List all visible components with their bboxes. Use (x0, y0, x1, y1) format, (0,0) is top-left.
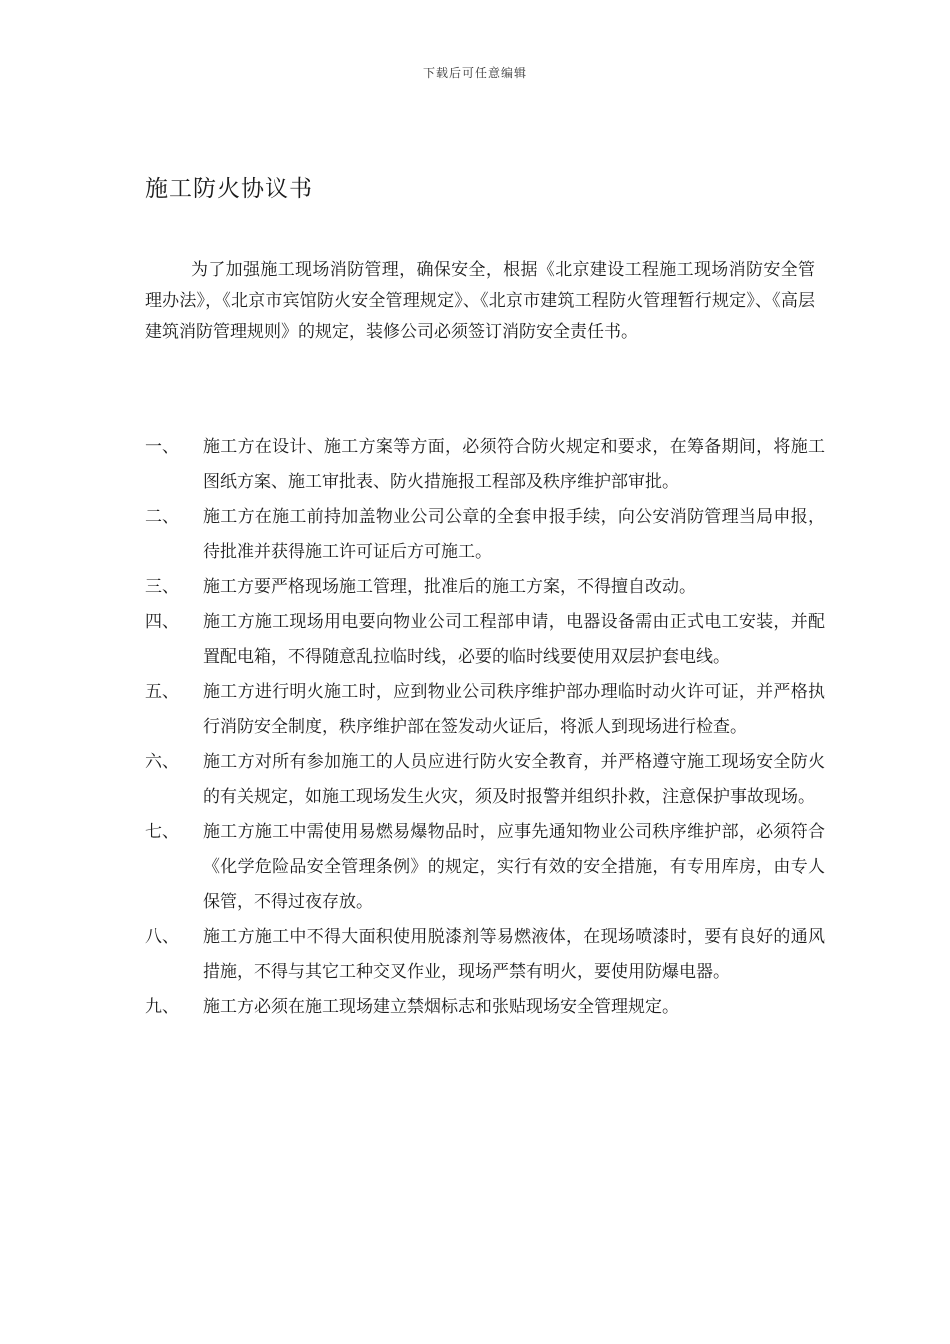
clause-number: 五、 (145, 682, 179, 702)
clause-list (145, 430, 825, 1025)
clause-text: 施工方在施工前持加盖物业公司公章的全套申报手续，向公安消防管理当局申报，待批准并获得施工许可证后方可施工。 (203, 507, 825, 562)
clause-text: 施工方必须在施工现场建立禁烟标志和张贴现场安全管理规定。 (203, 997, 679, 1017)
document-title: 施工防火协议书 (145, 176, 313, 202)
header-note: 下载后可任意编辑 (422, 66, 527, 80)
clause-number: 四、 (145, 612, 179, 632)
clause-text: 施工方在设计、施工方案等方面，必须符合防火规定和要求，在筹备期间，将施工图纸方案、施工审批表、防火措施报工程部及秩序维护部审批。 (203, 437, 825, 492)
clause-text: 施工方对所有参加施工的人员应进行防火安全教育，并严格遵守施工现场安全防火的有关规定，如施工现场发生火灾，须及时报警并组织扑救，注意保护事故现场。 (203, 752, 825, 807)
clause-number: 九、 (145, 997, 179, 1017)
clause-text: 施工方施工现场用电要向物业公司工程部申请，电器设备需由正式电工安装，并配置配电箱，不得随意乱拉临时线，必要的临时线要使用双层护套电线。 (203, 612, 825, 667)
clause-text: 施工方施工中需使用易燃易爆物品时，应事先通知物业公司秩序维护部，必须符合《化学危险品安全管理条例》的规定，实行有效的安全措施，有专用库房，由专人保管，不得过夜存放。 (203, 822, 825, 912)
clause-number: 八、 (145, 927, 179, 947)
intro-paragraph: 为了加强施工现场消防管理，确保安全，根据《北京建设工程施工现场消防安全管理办法》，《北京市宾馆防火安全管理规定》、《北京市建筑工程防火管理暂行规定》、《高层建筑消防管理规则》的规定，装修公司必须签订消防安全责任书。 (145, 260, 815, 342)
clause-number: 一、 (145, 437, 179, 457)
clause-item (145, 920, 825, 990)
clause-text: 施工方施工中不得大面积使用脱漆剂等易燃液体，在现场喷漆时，要有良好的通风措施，不得与其它工种交叉作业，现场严禁有明火，要使用防爆电器。 (203, 927, 825, 982)
clause-item (145, 815, 825, 920)
clause-item (145, 675, 825, 745)
clause-number: 二、 (145, 507, 179, 527)
clause-item (145, 745, 825, 815)
clause-item (145, 570, 825, 605)
clause-number: 六、 (145, 752, 179, 772)
clause-text: 施工方进行明火施工时，应到物业公司秩序维护部办理临时动火许可证，并严格执行消防安全制度，秩序维护部在签发动火证后，将派人到现场进行检查。 (203, 682, 825, 737)
clause-item (145, 500, 825, 570)
clause-number: 七、 (145, 822, 179, 842)
clause-item (145, 990, 825, 1025)
clause-item (145, 605, 825, 675)
clause-number: 三、 (145, 577, 179, 597)
clause-item (145, 430, 825, 500)
clause-text: 施工方要严格现场施工管理，批准后的施工方案，不得擅自改动。 (203, 577, 696, 597)
